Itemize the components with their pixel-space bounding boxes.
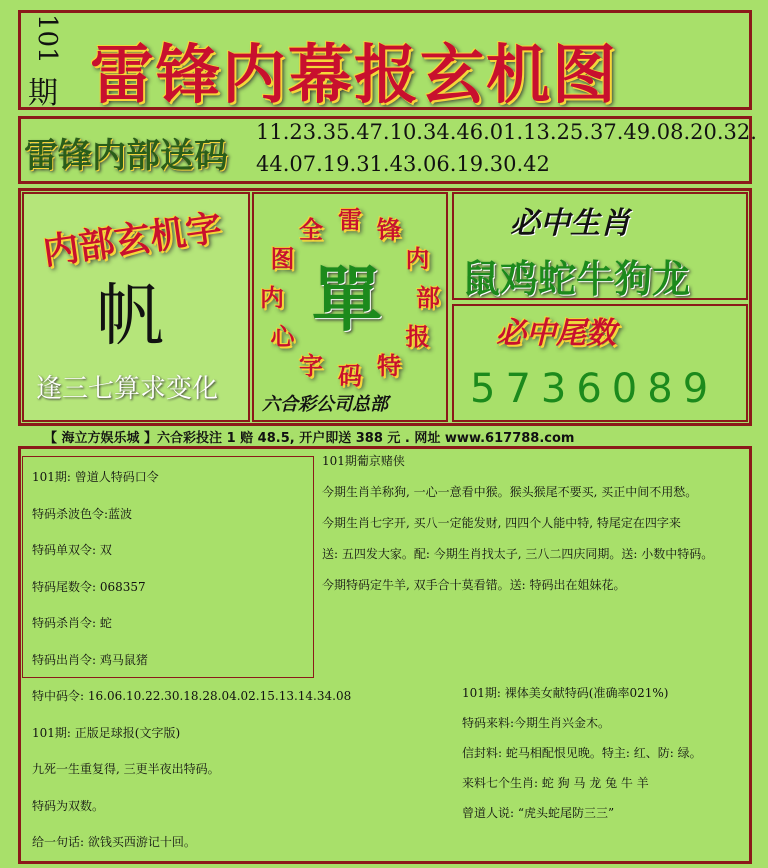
left-panel-title: 内部玄机字 xyxy=(40,206,225,274)
content-line: 特中码令: 16.06.10.22.30.18.28.04.02.15.13.14.34.08 xyxy=(32,689,352,703)
content-line: 九死一生重复得, 三更半夜出特码。 xyxy=(32,762,220,776)
content-line: 特码单双令: 双 xyxy=(32,543,112,557)
ring-character: 码 xyxy=(338,361,362,390)
ring-character: 部 xyxy=(416,283,440,312)
content-line: 101期: 曾道人特码口令 xyxy=(32,470,159,484)
content-line: 来料七个生肖: 蛇 狗 马 龙 兔 牛 羊 xyxy=(462,776,649,790)
ad-banner[interactable]: 【 海立方娱乐城 】六合彩投注 1 赔 48.5, 开户即送 388 元 . 网址 www.617788.com xyxy=(44,431,575,446)
center-footer: 六合彩公司总部 xyxy=(262,394,388,415)
content-line: 曾道人说: “虎头蛇尾防三三” xyxy=(462,806,615,820)
content-line: 信封料: 蛇马相配恨见晚。特主: 红、防: 绿。 xyxy=(462,746,702,760)
ring-character: 心 xyxy=(270,322,295,351)
codes-line-2: 44.07.19.31.43.06.19.30.42 xyxy=(256,152,550,176)
content-line: 给一句话: 欲钱买西游记十回。 xyxy=(32,835,196,849)
page-title: 雷锋内幕报玄机图 xyxy=(90,38,618,113)
content-line: 今期特码定牛羊, 双手合十莫看错。送: 特码出在姐妹花。 xyxy=(322,578,626,592)
issue-suffix: 期 xyxy=(28,76,58,111)
ring-character: 字 xyxy=(299,350,323,380)
center-character: 單 xyxy=(312,258,382,341)
tail-title: 必中尾数 xyxy=(496,316,616,351)
content-line: 今期生肖七字开, 买八一定能发财, 四四个人能中特, 特尾定在四字来 xyxy=(322,516,681,530)
codes-label: 雷锋内部送码 xyxy=(24,136,228,176)
ring-character: 雷 xyxy=(338,205,362,234)
content-left-col xyxy=(22,456,314,678)
codes-line-1: 11.23.35.47.10.34.46.01.13.25.37.49.08.20.32. xyxy=(256,120,757,144)
issue-number: 101 xyxy=(32,14,62,64)
content-line: 101期葡京赌侠 xyxy=(322,454,405,468)
content-line: 今期生肖羊称狗, 一心一意看中猴。猴头猴尾不要买, 买正中间不用愁。 xyxy=(322,485,698,499)
content-line: 特码出肖令: 鸡马鼠猪 xyxy=(32,652,148,667)
content-line: 特码杀肖令: 蛇 xyxy=(32,616,112,630)
content-line: 特码来料:今期生肖兴金木。 xyxy=(462,716,611,730)
ring-character: 全 xyxy=(299,215,323,245)
content-line: 特码为双数。 xyxy=(32,798,105,813)
content-line: 特码尾数令: 068357 xyxy=(32,579,146,594)
ring-character: 内 xyxy=(405,244,430,273)
content-line: 特码杀波色令:蓝波 xyxy=(32,506,133,521)
ring-character: 锋 xyxy=(377,215,401,245)
left-panel-caption: 逢三七算求变化 xyxy=(36,374,219,404)
ring-character: 图 xyxy=(270,244,295,273)
content-line: 101期: 正版足球报(文字版) xyxy=(32,725,181,740)
ring-character: 报 xyxy=(405,322,430,351)
content-line: 101期: 裸体美女献特码(准确率021%) xyxy=(462,686,669,700)
ring-character: 内 xyxy=(260,283,284,312)
ring-character: 特 xyxy=(377,350,401,380)
content-line: 送: 五四发大家。配: 今期生肖找太子, 三八二四庆同期。送: 小数中特码。 xyxy=(322,547,714,561)
zodiac-title: 必中生肖 xyxy=(510,206,630,241)
mystery-character: 帆 xyxy=(96,277,165,356)
zodiac-list: 鼠鸡蛇牛狗龙 xyxy=(462,256,691,301)
tail-numbers: 5736089 xyxy=(470,366,719,412)
